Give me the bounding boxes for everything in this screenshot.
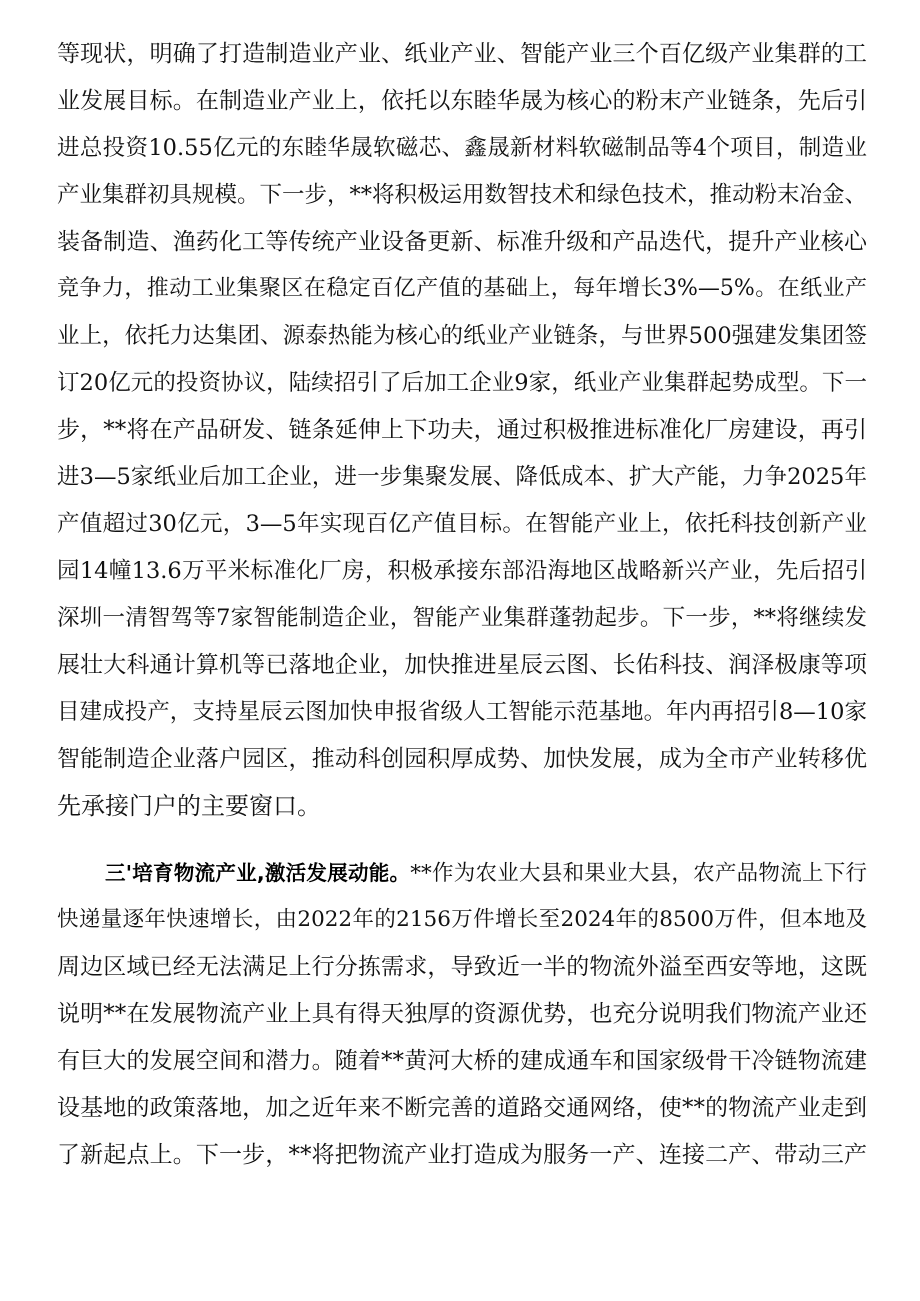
paragraph-1-line-14: 展壮大科通计算机等已落地企业，加快推进星辰云图、长佑科技、润泽极康等项 [57,652,867,678]
paragraph-1-line-16: 智能制造企业落户园区，推动科创园积厚成势、加快发展，成为全市产业转移优 [57,746,867,772]
paragraph-1-line-10: 进3—5家纸业后加工企业，进一步集聚发展、降低成本、扩大产能，力争2025年 [57,464,867,490]
paragraph-1-line-11: 产值超过30亿元，3—5年实现百亿产值目标。在智能产业上，依托科技创新产业 [57,511,867,537]
paragraph-1-line-17: 先承接门户的主要窗口。 [57,792,321,820]
paragraph-1-line-12: 园14幢13.6万平米标准化厂房，积极承接东部沿海地区战略新兴产业，先后招引 [57,558,867,584]
paragraph-2-line-1-rest: **作为农业大县和果业大县，农产品物流上下行 [410,861,867,886]
paragraph-1-line-5: 装备制造、渔药化工等传统产业设备更新、标准升级和产品迭代，提升产业核心 [57,229,867,255]
paragraph-1-line-6: 竞争力，推动工业集聚区在稳定百亿产值的基础上，每年增长3%—5%。在纸业产 [57,276,867,301]
paragraph-1-line-4: 产业集群初具规模。下一步，**将积极运用数智技术和绿色技术，推动粉末冶金、 [57,182,868,208]
paragraph-1-line-9: 步，**将在产品研发、链条延伸上下功夫，通过积极推进标准化厂房建设，再引 [57,417,867,443]
paragraph-1-line-13: 深圳一清智驾等7家智能制造企业，智能产业集群蓬勃起步。下一步，**将继续发 [57,605,867,631]
paragraph-2-line-2: 快递量逐年快速增长，由2022年的2156万件增长至2024年的8500万件，但本地及 [57,907,867,932]
paragraph-1-line-15: 目建成投产，支持星辰云图加快申报省级人工智能示范基地。年内再招引8—10家 [57,699,867,725]
paragraph-2-line-7: 了新起点上。下一步，**将把物流产业打造成为服务一产、连接二产、带动三产 [57,1142,867,1168]
paragraph-2-line-3: 周边区域已经无法满足上行分拣需求，导致近一半的物流外溢至西安等地，这既 [57,954,867,980]
paragraph-1-line-2: 业发展目标。在制造业产业上，依托以东睦华晟为核心的粉末产业链条，先后引 [57,88,867,114]
paragraph-2-line-5: 有巨大的发展空间和潜力。随着**黄河大桥的建成通车和国家级骨干冷链物流建 [57,1048,867,1074]
paragraph-1-line-3: 进总投资10.55亿元的东睦华晟软磁芯、鑫晟新材料软磁制品等4个项目，制造业 [57,135,867,161]
paragraph-2-line-6: 设基地的政策落地，加之近年来不断完善的道路交通网络，使**的物流产业走到 [57,1095,867,1121]
section-heading: 三'培育物流产业,激活发展动能。 [105,861,411,885]
paragraph-2-first-line [105,853,867,893]
paragraph-1-line-1: 等现状，明确了打造制造业产业、纸业产业、智能产业三个百亿级产业集群的工 [57,41,867,67]
paragraph-2-line-4: 说明**在发展物流产业上具有得天独厚的资源优势，也充分说明我们物流产业还 [57,1001,867,1027]
paragraph-1-line-8: 订20亿元的投资协议，陆续招引了后加工企业9家，纸业产业集群起势成型。下一 [57,370,867,396]
paragraph-1-line-7: 业上，依托力达集团、源泰热能为核心的纸业产业链条，与世界500强建发集团签 [57,323,867,349]
